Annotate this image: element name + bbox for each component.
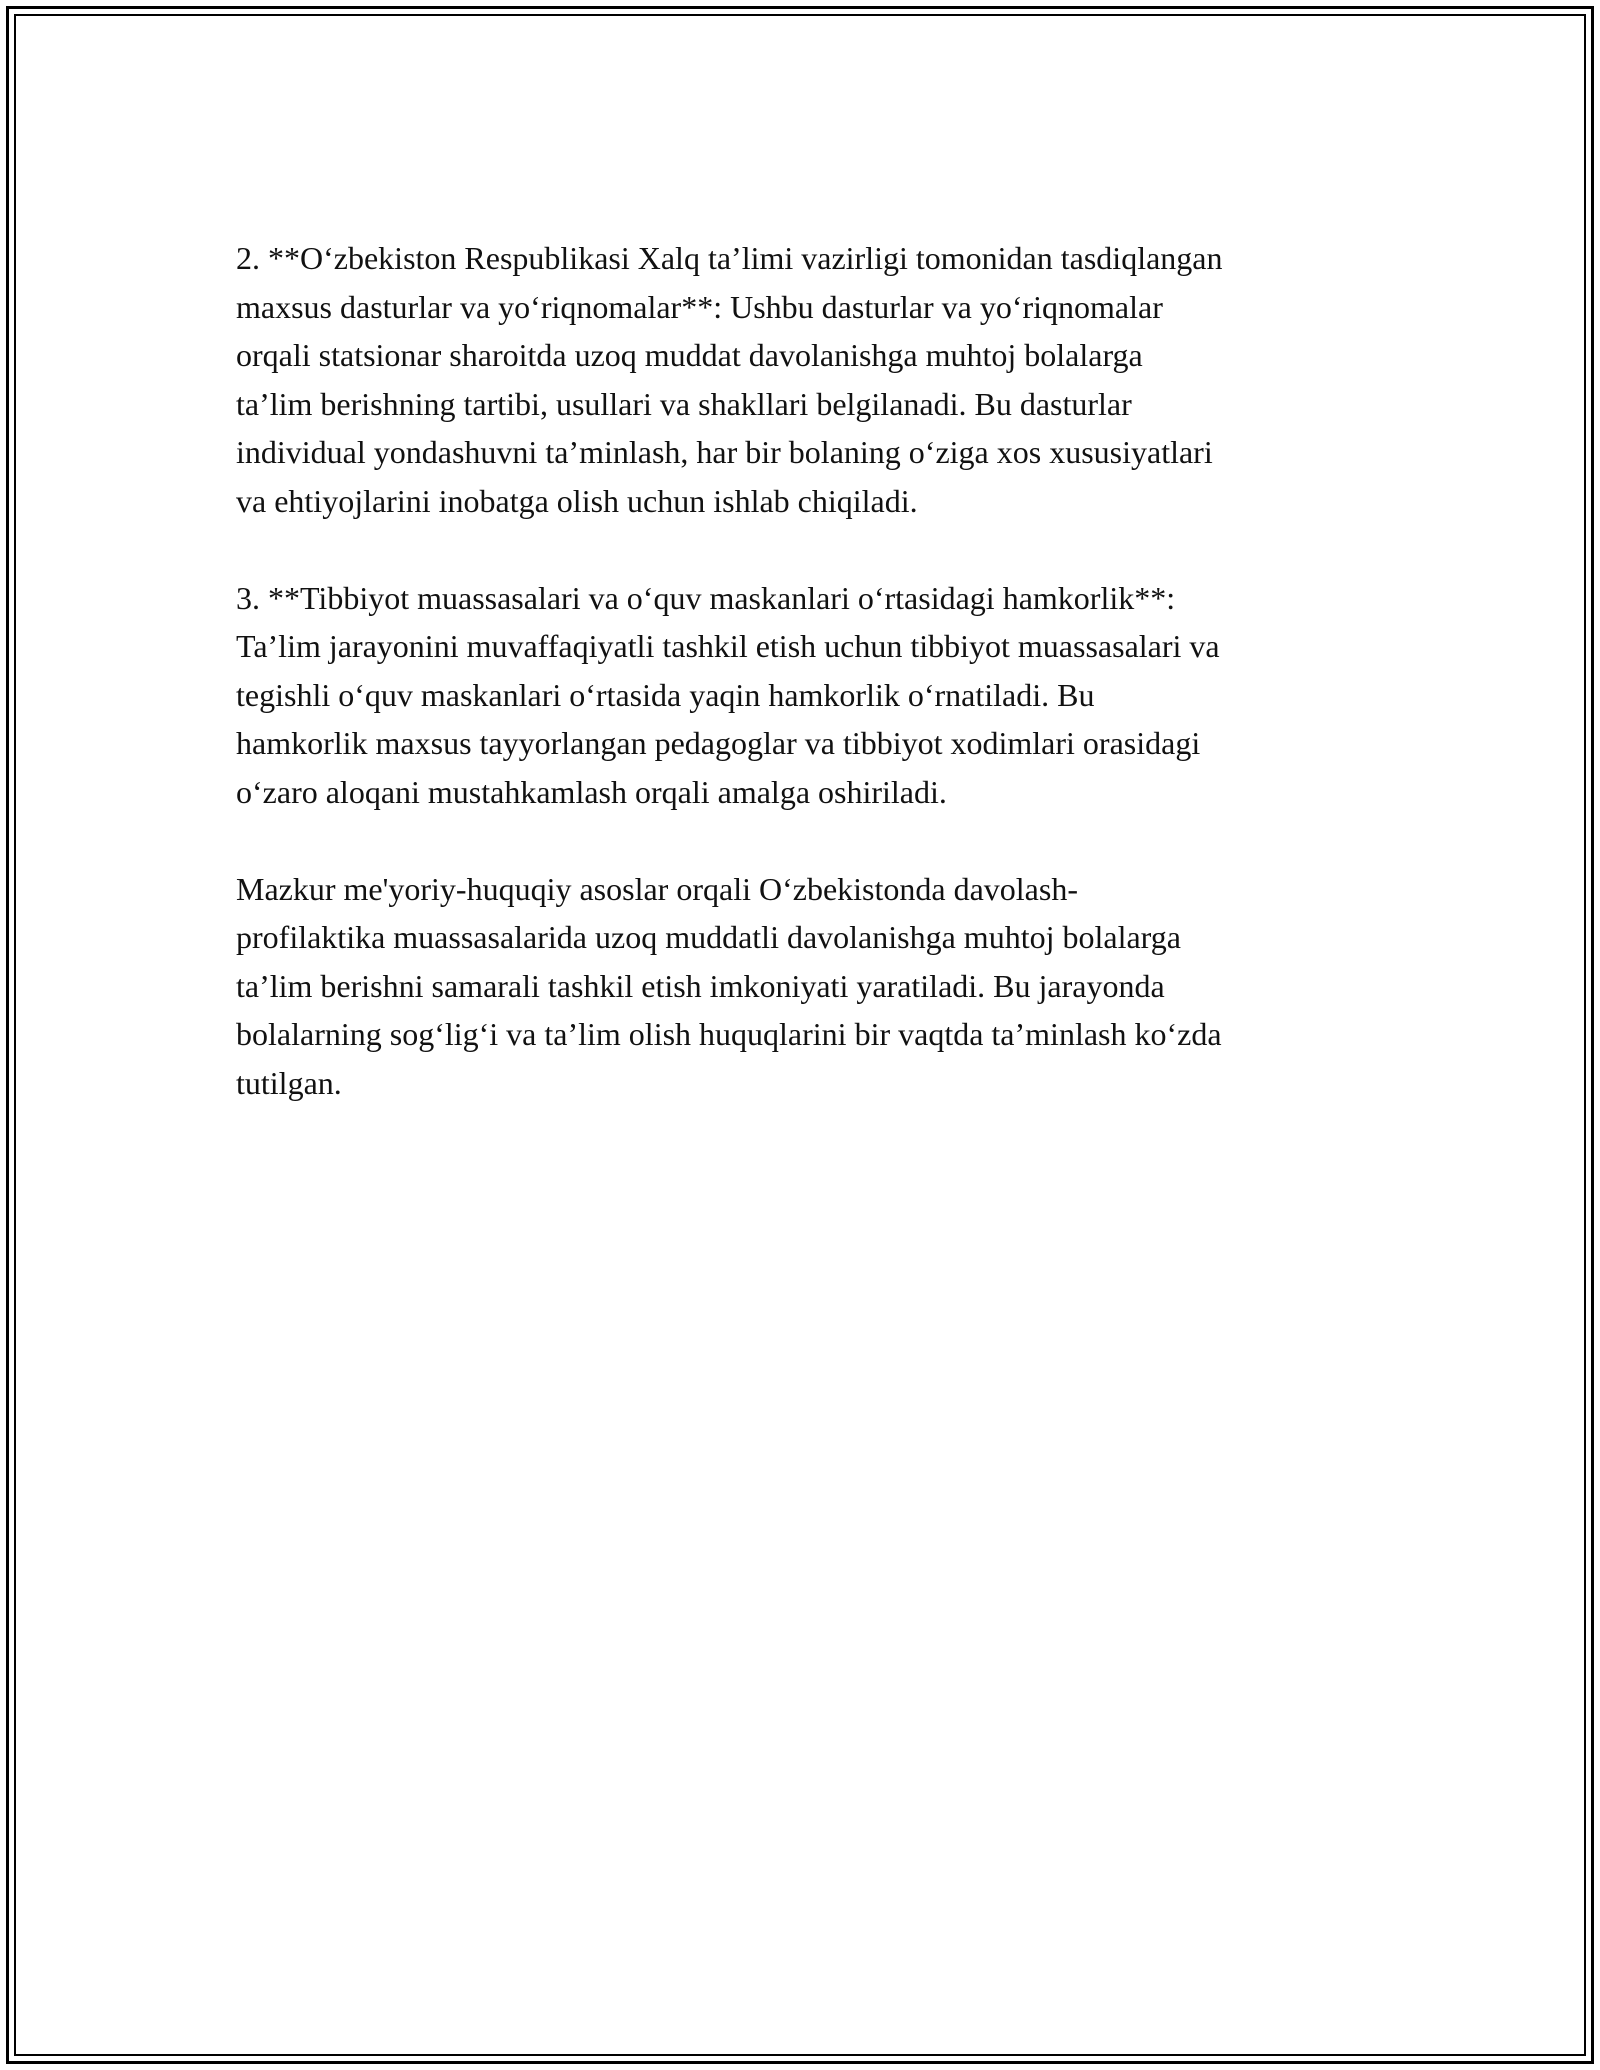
text-line: ta’lim berishning tartibi, usullari va shakllari belgilanadi. Bu dasturlar bbox=[236, 385, 1132, 422]
text-line: profilaktika muassasalarida uzoq muddatli davolanishga muhtoj bolalarga bbox=[236, 919, 1181, 955]
text-line: hamkorlik maxsus tayyorlangan pedagoglar va tibbiyot xodimlari orasidagi bbox=[236, 725, 1201, 761]
text-line: Mazkur me'yoriy-huquqiy asoslar orqali O‘zbekistonda davolash- bbox=[236, 870, 1078, 907]
text-line: o‘zaro aloqani mustahkamlash orqali amalga oshiriladi. bbox=[236, 773, 947, 810]
text-line: Ta’lim jarayonini muvaffaqiyatli tashkil etish uchun tibbiyot muassasalari va bbox=[236, 628, 1220, 664]
document-body bbox=[236, 234, 1376, 1156]
text-line: tutilgan. bbox=[236, 1064, 342, 1101]
text-line: 3. **Tibbiyot muassasalari va o‘quv maskanlari o‘rtasidagi hamkorlik**: bbox=[236, 579, 1176, 616]
text-line: individual yondashuvni ta’minlash, har bir bolaning o‘ziga xos xususiyatlari bbox=[236, 434, 1213, 470]
paragraph-item-2 bbox=[236, 234, 1376, 525]
paragraph-item-3 bbox=[236, 574, 1376, 817]
paragraph-conclusion bbox=[236, 865, 1376, 1108]
text-line: ta’lim berishni samarali tashkil etish imkoniyati yaratiladi. Bu jarayonda bbox=[236, 967, 1165, 1004]
text-line: bolalarning sog‘lig‘i va ta’lim olish huquqlarini bir vaqtda ta’minlash ko‘zda bbox=[236, 1016, 1222, 1052]
text-line: maxsus dasturlar va yo‘riqnomalar**: Ushbu dasturlar va yo‘riqnomalar bbox=[236, 288, 1163, 325]
text-line: tegishli o‘quv maskanlari o‘rtasida yaqin hamkorlik o‘rnatiladi. Bu bbox=[236, 676, 1095, 713]
text-line: va ehtiyojlarini inobatga olish uchun ishlab chiqiladi. bbox=[236, 482, 918, 519]
text-line: 2. **O‘zbekiston Respublikasi Xalq ta’limi vazirligi tomonidan tasdiqlangan bbox=[236, 240, 1223, 276]
text-line: orqali statsionar sharoitda uzoq muddat davolanishga muhtoj bolalarga bbox=[236, 337, 1143, 373]
